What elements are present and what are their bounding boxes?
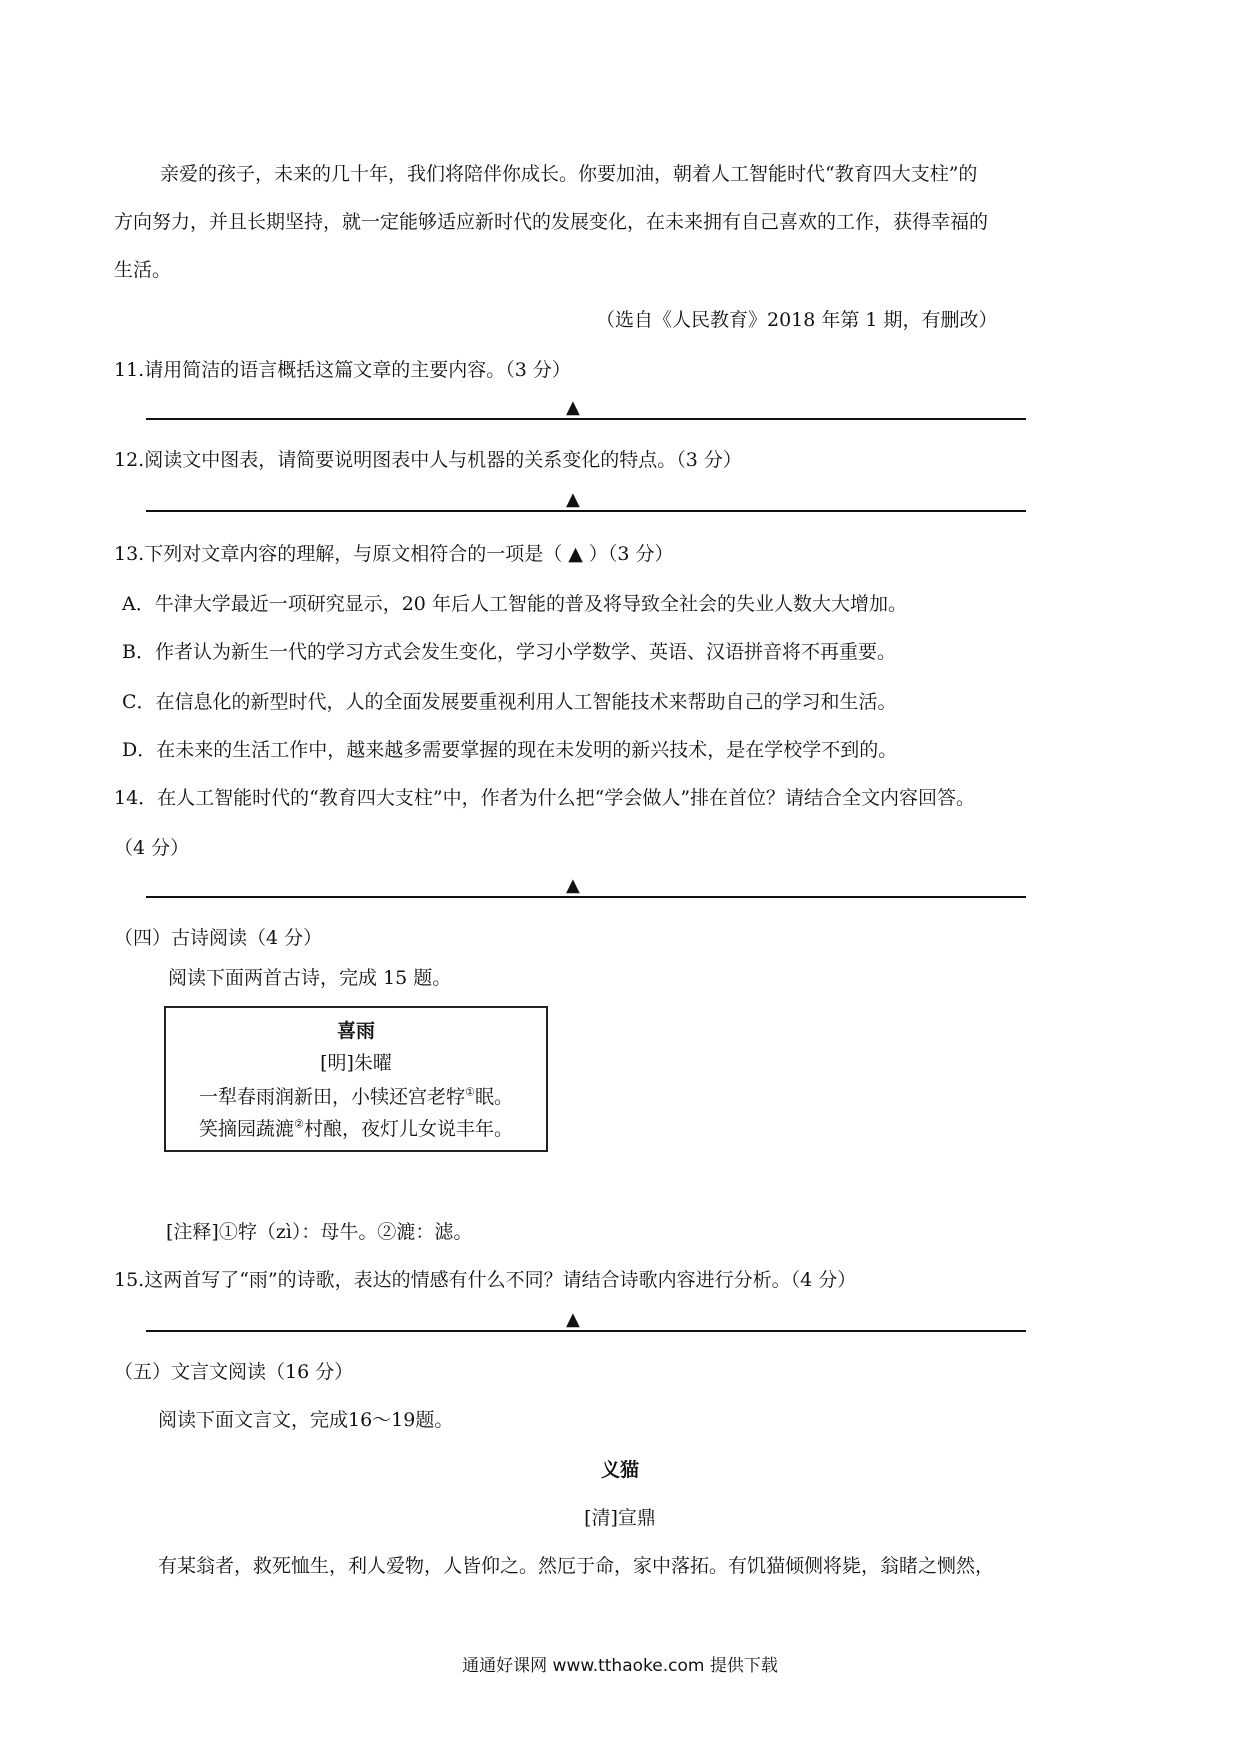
section-5-instruction: 阅读下面文言文，完成16～19题。 <box>158 1409 454 1431</box>
poem-line-1 <box>166 1084 546 1110</box>
option-c: C．在信息化的新型时代，人的全面发展要重视利用人工智能技术来帮助自己的学习和生活。 <box>122 691 897 713</box>
passage-line-3: 生活。 <box>114 259 172 281</box>
answer-line-14 <box>146 896 1026 898</box>
poem-author: [明]朱曜 <box>320 1052 392 1074</box>
essay-author: [清]宣鼎 <box>584 1507 656 1529</box>
question-14-line-2: （4 分） <box>114 837 190 859</box>
answer-marker-11: ▲ <box>566 397 580 418</box>
question-15: 15.这两首写了“雨”的诗歌，表达的情感有什么不同？请结合诗歌内容进行分析。（4 分） <box>114 1269 857 1291</box>
poem-annotation: [注释]①牸（zì）：母牛。②漉：滤。 <box>166 1221 473 1243</box>
essay-text-line-1: 有某翁者，救死恤生，利人爱物，人皆仰之。然厄于命，家中落拓。有饥猫倾侧将毙，翁睹之恻然， <box>158 1555 995 1577</box>
page-footer: 通通好课网 www.tthaoke.com 提供下载 <box>462 1656 778 1676</box>
passage-source: （选自《人民教育》2018 年第 1 期，有删改） <box>596 309 998 331</box>
answer-line-15 <box>146 1330 1026 1332</box>
note-mark-1: ① <box>465 1085 475 1099</box>
answer-line-12 <box>146 510 1026 512</box>
option-d: D．在未来的生活工作中，越来越多需要掌握的现在未发明的新兴技术，是在学校学不到的。 <box>122 739 898 761</box>
note-mark-2: ② <box>294 1117 304 1131</box>
question-11: 11.请用简洁的语言概括这篇文章的主要内容。（3 分） <box>114 359 571 381</box>
poem-line-2 <box>166 1116 546 1142</box>
poem-line-2-a: 笑摘园蔬漉 <box>199 1118 295 1140</box>
option-a: A．牛津大学最近一项研究显示，20 年后人工智能的普及将导致全社会的失业人数大大增加。 <box>122 593 907 615</box>
poem-box <box>164 1006 548 1152</box>
section-4-heading: （四）古诗阅读（4 分） <box>114 927 323 949</box>
answer-marker-14: ▲ <box>566 875 580 896</box>
question-13: 13.下列对文章内容的理解，与原文相符合的一项是（ ▲ ）（3 分） <box>114 543 674 565</box>
option-b: B．作者认为新生一代的学习方式会发生变化，学习小学数学、英语、汉语拼音将不再重要。 <box>122 641 896 663</box>
section-5-heading: （五）文言文阅读（16 分） <box>114 1361 354 1383</box>
answer-marker-15: ▲ <box>566 1309 580 1330</box>
poem-line-2-b: 村酿，夜灯儿女说丰年。 <box>303 1118 513 1140</box>
poem-line-1-b: 眠。 <box>474 1086 513 1108</box>
answer-marker-12: ▲ <box>566 489 580 510</box>
answer-line-11 <box>146 418 1026 420</box>
poem-title: 喜雨 <box>336 1020 375 1042</box>
poem-line-1-a: 一犁春雨润新田，小犊还宫老牸 <box>199 1086 466 1108</box>
passage-line-2: 方向努力，并且长期坚持，就一定能够适应新时代的发展变化，在未来拥有自己喜欢的工作，获得幸福的 <box>114 211 989 233</box>
essay-title: 义猫 <box>600 1459 639 1481</box>
passage-line-1: 亲爱的孩子，未来的几十年，我们将陪伴你成长。你要加油，朝着人工智能时代“教育四大支柱”的 <box>160 163 978 185</box>
section-4-instruction: 阅读下面两首古诗，完成 15 题。 <box>168 967 452 989</box>
question-12: 12.阅读文中图表，请简要说明图表中人与机器的关系变化的特点。（3 分） <box>114 449 742 471</box>
question-14-line-1: 14．在人工智能时代的“教育四大支柱”中，作者为什么把“学会做人”排在首位？请结合全文内容回答。 <box>114 787 976 809</box>
